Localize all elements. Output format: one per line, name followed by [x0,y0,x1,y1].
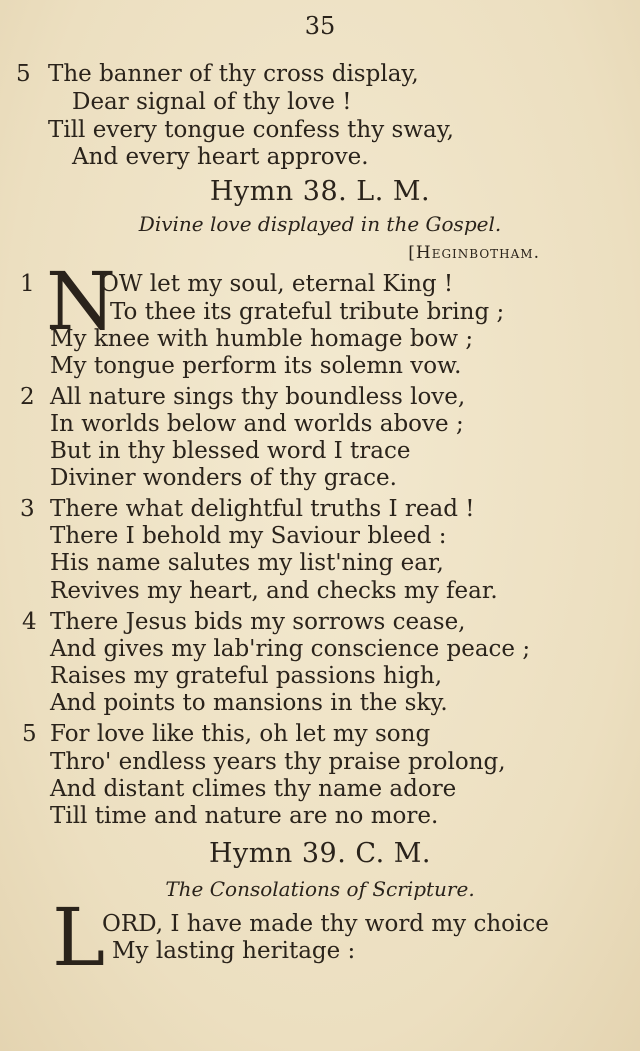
stanza-number: 5 [22,721,37,747]
stanza-number: 3 [20,496,35,522]
page-number: 35 [304,12,336,40]
drop-cap: N [46,255,116,348]
verse-line: For love like this, oh let my song [50,721,431,747]
verse-line: Revives my heart, and checks my fear. [50,578,498,604]
hymn-subtitle: The Consolations of Scripture. [165,877,475,901]
verse-line: Raises my grateful passions high, [50,663,443,689]
verse-line: And gives my lab'ring conscience peace ; [50,636,531,662]
verse-line: And points to mansions in the sky. [50,690,448,716]
verse-line: My knee with humble homage bow ; [50,326,474,352]
stanza-number: 1 [20,271,35,297]
verse-line: In worlds below and worlds above ; [50,411,464,437]
hymn-title: Hymn 39. C. M. [209,838,431,869]
stanza-number: 5 [16,61,31,87]
verse-line: And every heart approve. [72,144,369,170]
hymn-subtitle: Divine love displayed in the Gospel. [138,212,502,236]
verse-line: My lasting heritage : [112,938,356,964]
verse-line: Till every tongue confess thy sway, [48,117,454,143]
verse-line: His name salutes my list'ning ear, [50,550,444,576]
verse-line: But in thy blessed word I trace [50,438,411,464]
verse-line: There I behold my Saviour bleed : [50,523,447,549]
verse-line: Diviner wonders of thy grace. [50,465,397,491]
verse-line: There Jesus bids my sorrows cease, [50,609,466,635]
verse-line: The banner of thy cross display, [48,61,419,87]
stanza-number: 2 [20,384,35,410]
verse-line: To thee its grateful tribute bring ; [110,299,505,325]
hymn-title: Hymn 38. L. M. [209,176,431,207]
verse-line: All nature sings thy boundless love, [50,384,466,410]
drop-cap: L [52,891,106,984]
hymn-author: [Heginbotham. [408,243,540,263]
verse-line: Till time and nature are no more. [50,803,439,829]
verse-line: And distant climes thy name adore [50,776,457,802]
verse-line: ORD, I have made thy word my choice [102,911,549,937]
verse-line: My tongue perform its solemn vow. [50,353,462,379]
verse-line: Dear signal of thy love ! [72,89,352,115]
verse-line: OW let my soul, eternal King ! [100,271,454,297]
verse-line: There what delightful truths I read ! [50,496,475,522]
stanza-number: 4 [22,609,37,635]
verse-line: Thro' endless years thy praise prolong, [50,749,506,775]
